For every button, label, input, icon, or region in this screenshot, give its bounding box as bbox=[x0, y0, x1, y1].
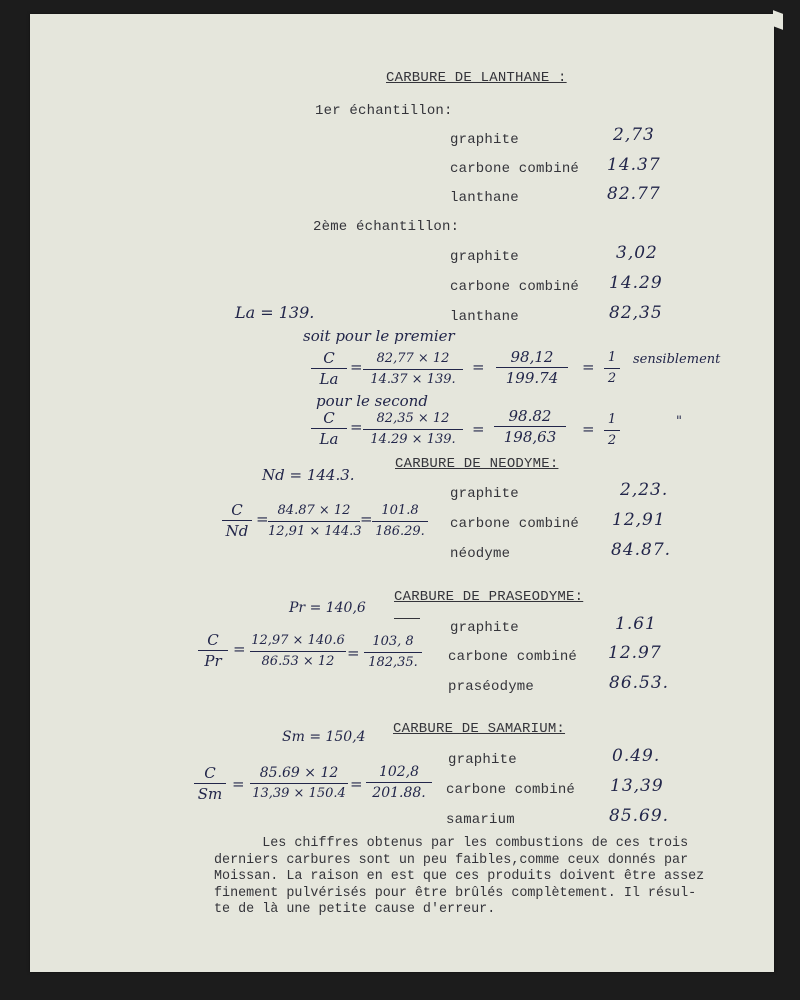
samarium-calc-frac: 85.69 × 12 13,39 × 150.4 bbox=[250, 765, 348, 802]
lanthane-sample1-label: 1er échantillon: bbox=[315, 103, 453, 119]
lanthane-s2-row-value: 3,02 bbox=[616, 243, 658, 263]
lanthane-s1-row-value: 2,73 bbox=[613, 125, 655, 145]
divider bbox=[394, 618, 420, 619]
calc2-ratio: 1 2 bbox=[604, 412, 620, 449]
neodyme-row-name: graphite bbox=[450, 486, 519, 502]
praseodyme-calc-frac: 12,97 × 140.6 86.53 × 12 bbox=[251, 633, 345, 669]
calc1-ratio: 1 2 bbox=[604, 350, 620, 387]
neodyme-row-value: 2,23. bbox=[620, 480, 669, 500]
neodyme-row-name: carbone combiné bbox=[450, 516, 580, 532]
praseodyme-row-value: 86.53. bbox=[609, 673, 670, 693]
neodyme-calc-result: 101.8 186.29. bbox=[372, 503, 428, 540]
lanthane-s1-row-name: carbone combiné bbox=[450, 161, 580, 177]
neodyme-title: CARBURE DE NEODYME: bbox=[395, 456, 559, 472]
praseodyme-row-name: carbone combiné bbox=[448, 649, 578, 665]
calc1-lhs: C La bbox=[311, 350, 347, 387]
lanthane-s2-row-value: 82,35 bbox=[609, 303, 663, 323]
paragraph-line: Moissan. La raison en est que ces produits doivent être assez bbox=[214, 869, 705, 884]
samarium-row-value: 13,39 bbox=[610, 776, 664, 796]
calc2-lhs: C La bbox=[311, 410, 347, 447]
lanthane-s2-row-value: 14.29 bbox=[609, 273, 663, 293]
praseodyme-row-name: graphite bbox=[450, 620, 519, 636]
neodyme-calc-frac: 84.87 × 12 12,91 × 144.3 bbox=[268, 503, 362, 539]
praseodyme-calc-result: 103, 8 182,35. bbox=[364, 634, 422, 671]
neodyme-row-value: 84.87. bbox=[611, 540, 672, 560]
samarium-row-name: graphite bbox=[448, 752, 517, 768]
samarium-calc-result: 102,8 201.88. bbox=[366, 764, 432, 801]
samarium-calc-lhs: C Sm bbox=[194, 765, 226, 802]
samarium-row-value: 85.69. bbox=[609, 806, 670, 826]
neodyme-atomic-weight: Nd = 144.3. bbox=[262, 466, 355, 484]
calc1-result: 98,12 199.74 bbox=[496, 349, 568, 386]
praseodyme-title: CARBURE DE PRASEODYME: bbox=[394, 589, 584, 605]
note-second: pour le second bbox=[316, 392, 428, 410]
lanthane-s1-row-name: graphite bbox=[450, 132, 519, 148]
lanthane-title: CARBURE DE LANTHANE : bbox=[386, 70, 567, 86]
praseodyme-calc-lhs: C Pr bbox=[198, 632, 228, 669]
samarium-title: CARBURE DE SAMARIUM: bbox=[393, 721, 566, 737]
neodyme-row-value: 12,91 bbox=[612, 510, 666, 530]
lanthane-s2-row-name: graphite bbox=[450, 249, 519, 265]
lanthane-sample2-label: 2ème échantillon: bbox=[313, 219, 460, 235]
lanthane-s1-row-value: 14.37 bbox=[607, 155, 661, 175]
calc1-suffix: sensiblement bbox=[633, 352, 721, 367]
neodyme-row-name: néodyme bbox=[450, 546, 511, 562]
samarium-row-value: 0.49. bbox=[612, 746, 661, 766]
praseodyme-row-value: 12.97 bbox=[608, 643, 662, 663]
samarium-atomic-weight: Sm = 150,4 bbox=[282, 729, 366, 745]
calc2-suffix: " bbox=[676, 414, 682, 429]
paragraph-line: Les chiffres obtenus par les combustions de ces trois bbox=[214, 836, 689, 851]
calc2-frac: 82,35 × 12 14.29 × 139. bbox=[363, 411, 463, 448]
note-first: soit pour le premier bbox=[303, 327, 455, 345]
lanthane-atomic-weight: La = 139. bbox=[235, 303, 315, 322]
lanthane-s1-row-name: lanthane bbox=[450, 190, 519, 206]
praseodyme-atomic-weight: Pr = 140,6 bbox=[289, 600, 366, 616]
lanthane-s2-row-name: lanthane bbox=[450, 309, 519, 325]
lanthane-s1-row-value: 82.77 bbox=[607, 184, 661, 204]
samarium-row-name: carbone combiné bbox=[446, 782, 576, 798]
calc2-result: 98.82 198,63 bbox=[494, 408, 566, 445]
paragraph-line: te de là une petite cause d'erreur. bbox=[214, 902, 496, 917]
samarium-row-name: samarium bbox=[446, 812, 515, 828]
closing-paragraph bbox=[214, 836, 704, 919]
praseodyme-row-value: 1.61 bbox=[615, 614, 657, 634]
page-corner bbox=[773, 10, 783, 30]
calc1-frac: 82,77 × 12 14.37 × 139. bbox=[363, 351, 463, 388]
lanthane-s2-row-name: carbone combiné bbox=[450, 279, 580, 295]
paragraph-line: finement pulvérisés pour être brûlés complètement. Il résul- bbox=[214, 885, 697, 901]
paragraph-line: derniers carbures sont un peu faibles,comme ceux donnés par bbox=[214, 852, 689, 868]
neodyme-calc-lhs: C Nd bbox=[222, 502, 252, 539]
praseodyme-row-name: praséodyme bbox=[448, 679, 535, 695]
